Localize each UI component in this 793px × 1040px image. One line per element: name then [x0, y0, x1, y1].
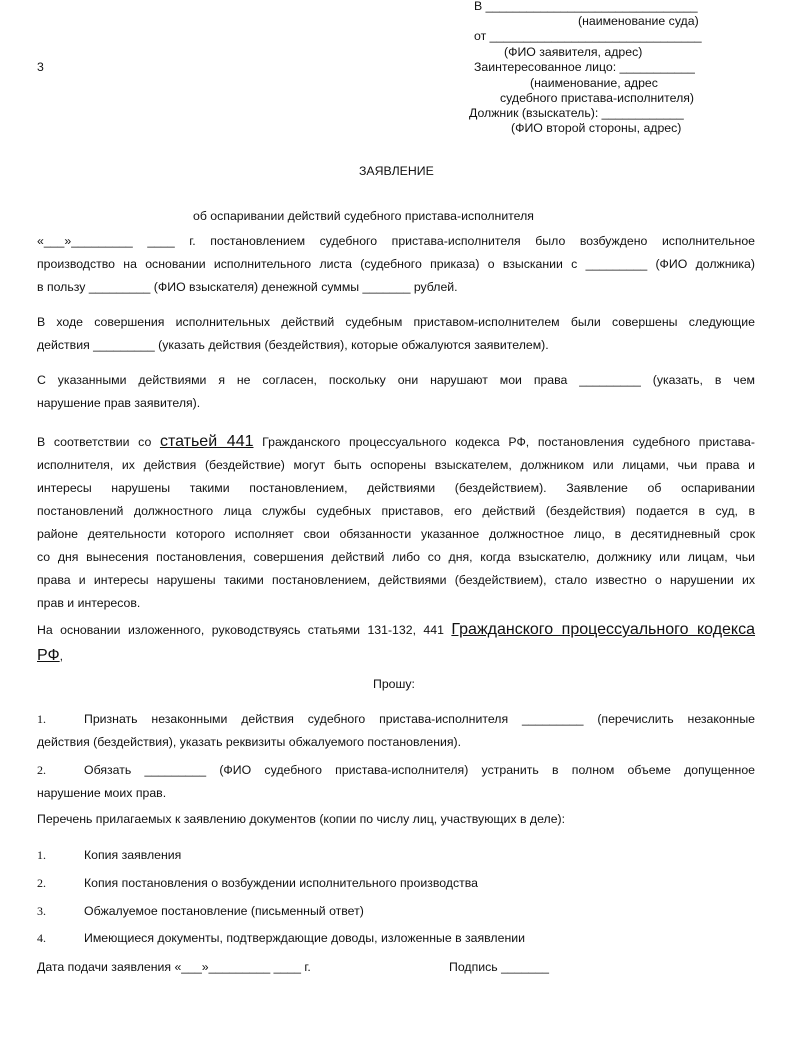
paragraph-line: В ходе совершения исполнительных действий судебным приставом-исполнителем были совершены следующие [37, 315, 755, 329]
paragraph-line: исполнителя, их действия (бездействие) могут быть оспорены взыскателем, должником или лицами, чьи права и [37, 458, 755, 472]
request-label: Прошу: [373, 677, 415, 691]
court-hint: (наименование суда) [578, 14, 699, 28]
attachment-number: 1. [37, 848, 46, 862]
attachments-title: Перечень прилагаемых к заявлению документов (копии по числу лиц, участвующих в деле): [37, 812, 566, 826]
paragraph-line [37, 643, 755, 669]
grounds-prefix: На основании изложенного, руководствуясь статьями 131-132, 441 [37, 623, 452, 637]
paragraph-line: районе деятельности которого исполняет свои обязанности указанное должностное лицо, в десятидневный срок [37, 527, 755, 541]
paragraph-line [37, 617, 755, 643]
request-line: нарушение моих прав. [37, 786, 167, 800]
document-title: ЗАЯВЛЕНИЕ [359, 164, 434, 178]
interested-party-hint-1: (наименование, адрес [530, 76, 658, 90]
attachment-number: 2. [37, 876, 46, 890]
attachment-item [37, 900, 755, 923]
debtor-line: Должник (взыскатель): ____________ [469, 106, 684, 120]
paragraph-legal-basis [37, 430, 755, 615]
attachment-text: Копия постановления о возбуждении исполнительного производства [84, 876, 478, 890]
paragraph-line: действия _________ (указать действия (бездействия), которые обжалуются заявителем). [37, 338, 549, 352]
civil-procedure-code-link[interactable]: Гражданского процессуального кодекса [451, 621, 756, 638]
article-441-link[interactable]: статьей 441 [159, 433, 254, 450]
attachment-number: 3. [37, 904, 46, 918]
grounds-comma: , [59, 649, 64, 663]
submission-date-line: Дата подачи заявления «___»_________ ____ г. [37, 960, 311, 974]
request-item-1 [37, 708, 755, 754]
attachment-text: Имеющиеся документы, подтверждающие доводы, изложенные в заявлении [84, 931, 525, 945]
paragraph-line: в пользу _________ (ФИО взыскателя) денежной суммы _______ рублей. [37, 280, 458, 294]
court-line: В _______________________________ [474, 0, 698, 13]
paragraph-grounds [37, 617, 755, 669]
request-number: 2. [37, 763, 46, 777]
attachment-item [37, 872, 755, 895]
interested-party-hint-2: судебного пристава-исполнителя) [500, 91, 695, 105]
request-number: 1. [37, 712, 46, 726]
paragraph-line: нарушение прав заявителя). [37, 396, 201, 410]
paragraph-line: со дня вынесения постановления, совершения действий либо со дня, когда взыскателю, должнику или лицам, чьи [37, 550, 755, 564]
legal-basis-suffix: Гражданского процессуального кодекса РФ, постановления судебного пристава- [253, 435, 755, 449]
paragraph-initiation [37, 230, 755, 299]
paragraph-line: постановлений должностного лица службы судебных приставов, его действий (бездействия) подается в суд, в [37, 504, 755, 518]
request-line [37, 759, 755, 782]
attachment-item [37, 927, 755, 950]
paragraph-line: производство на основании исполнительного листа (судебного приказа) о взыскании с _________ (ФИО должника) [37, 257, 755, 271]
paragraph-line: «___»_________ ____ г. постановлением судебного пристава-исполнителя было возбуждено исполнительное [37, 234, 755, 248]
paragraph-line: интересы нарушены такими постановлением, действиями (бездействием). Заявление об оспаривании [37, 481, 755, 495]
paragraph-actions [37, 311, 755, 357]
paragraph-line: прав и интересов. [37, 596, 141, 610]
interested-party-line: Заинтересованное лицо: ___________ [474, 60, 695, 74]
civil-procedure-code-link-rf[interactable]: РФ [37, 647, 60, 664]
paragraph-line [37, 430, 755, 454]
debtor-hint: (ФИО второй стороны, адрес) [511, 121, 682, 135]
paragraph-line: С указанными действиями я не согласен, поскольку они нарушают мои права _________ (указать, в чем [37, 373, 755, 387]
legal-basis-prefix: В соответствии со [37, 435, 160, 449]
attachment-text: Копия заявления [84, 848, 182, 862]
request-text: Обязать _________ (ФИО судебного пристава-исполнителя) устранить в полном объеме допущенное [84, 763, 755, 777]
attachment-text: Обжалуемое постановление (письменный ответ) [84, 904, 364, 918]
document-subtitle: об оспаривании действий судебного пристава-исполнителя [193, 209, 534, 223]
page-marker: 3 [37, 60, 44, 74]
attachment-item [37, 844, 755, 867]
applicant-hint: (ФИО заявителя, адрес) [504, 45, 643, 59]
paragraph-disagreement [37, 369, 755, 415]
request-text: Признать незаконными действия судебного пристава-исполнителя _________ (перечислить незаконные [84, 712, 755, 726]
request-line: действия (бездействия), указать реквизиты обжалуемого постановления). [37, 735, 462, 749]
request-item-2 [37, 759, 755, 805]
signature-line: Подпись _______ [449, 960, 549, 974]
applicant-line: от _______________________________ [474, 29, 702, 43]
paragraph-line: права и интересы нарушены такими постановлением, действиями (бездействием), стало известно о нарушении их [37, 573, 755, 587]
attachment-number: 4. [37, 931, 46, 945]
request-line [37, 708, 755, 731]
